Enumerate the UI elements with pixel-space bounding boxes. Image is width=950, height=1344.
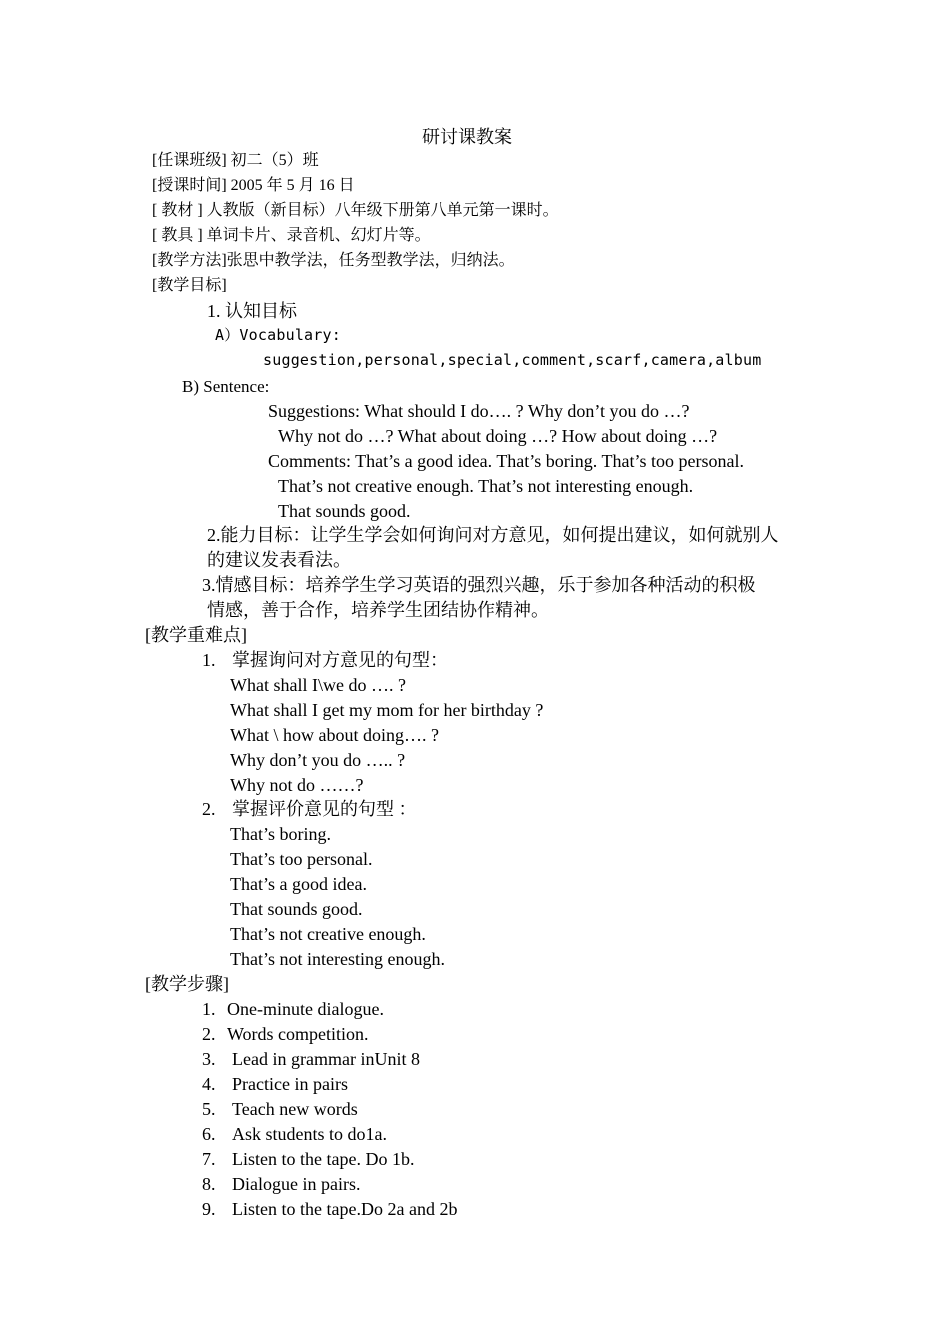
step-item: 2. Words competition. (202, 1024, 369, 1044)
time-info: [授课时间] 2005 年 5 月 16 日 (152, 177, 355, 194)
pattern-line: What shall I\we do …. ? (230, 675, 406, 695)
textbook-info: [ 教材 ] 人教版（新目标）八年级下册第八单元第一课时。 (152, 202, 559, 219)
sentence-line: That sounds good. (278, 501, 411, 521)
key-point-label: 掌握询问对方意见的句型： (232, 650, 448, 670)
pattern-line: That’s too personal. (230, 849, 373, 869)
pattern-line: Why don’t you do ….. ? (230, 750, 406, 770)
objectives-heading: [教学目标] (152, 277, 227, 294)
page-title: 研讨课教案 (422, 127, 512, 147)
key-points-heading: [教学重难点] (145, 625, 247, 645)
ability-objective: 2.能力目标：让学生学会如何询问对方意见，如何提出建议，如何就别人 (207, 525, 779, 545)
pattern-line: What shall I get my mom for her birthday ? (230, 700, 544, 720)
cognitive-heading: 1. 认知目标 (207, 301, 297, 321)
key-point-item (202, 800, 417, 818)
pattern-line: What \ how about doing…. ? (230, 725, 439, 745)
step-item: 8. Dialogue in pairs. (202, 1174, 361, 1194)
vocabulary-label: A）Vocabulary: (215, 326, 341, 344)
pattern-line: That’s not creative enough. (230, 924, 426, 944)
sentence-label: B) Sentence: (182, 377, 270, 396)
step-item: 9. Listen to the tape.Do 2a and 2b (202, 1199, 458, 1219)
vocabulary-words: suggestion,personal,special,comment,scarf,camera,album (263, 351, 762, 369)
step-item: 7. Listen to the tape. Do 1b. (202, 1149, 415, 1169)
step-item: 1. One-minute dialogue. (202, 999, 384, 1019)
emotion-objective-cont: 情感，善于合作，培养学生团结协作精神。 (207, 600, 549, 620)
pattern-line: Why not do ……? (230, 775, 364, 795)
class-info: [任课班级] 初二（5）班 (152, 152, 319, 169)
sentence-line: That’s not creative enough. That’s not interesting enough. (278, 476, 694, 496)
ability-objective-cont: 的建议发表看法。 (207, 550, 351, 570)
sentence-line: Suggestions: What should I do…. ? Why don’t you do …? (268, 401, 690, 421)
pattern-line: That sounds good. (230, 899, 363, 919)
pattern-line: That’s boring. (230, 824, 331, 844)
method-info: [教学方法]张思中教学法，任务型教学法，归纳法。 (152, 252, 515, 269)
step-item: 6. Ask students to do1a. (202, 1124, 387, 1144)
step-item: 3. Lead in grammar inUnit 8 (202, 1049, 420, 1069)
sentence-line: Comments: That’s a good idea. That’s boring. That’s too personal. (268, 451, 744, 471)
list-number: 1. (202, 650, 216, 670)
step-item: 5. Teach new words (202, 1099, 358, 1119)
pattern-line: That’s not interesting enough. (230, 949, 445, 969)
tools-info: [ 教具 ] 单词卡片、录音机、幻灯片等。 (152, 227, 431, 244)
sentence-line: Why not do …? What about doing …? How about doing …? (278, 426, 718, 446)
steps-heading: [教学步骤] (145, 974, 229, 994)
pattern-line: That’s a good idea. (230, 874, 367, 894)
key-point-item (202, 651, 448, 669)
list-number: 2. (202, 799, 216, 819)
step-item: 4. Practice in pairs (202, 1074, 348, 1094)
key-point-label: 掌握评价意见的句型 ： (232, 799, 417, 819)
emotion-objective: 3.情感目标：培养学生学习英语的强烈兴趣，乐于参加各种活动的积极 (202, 575, 756, 595)
